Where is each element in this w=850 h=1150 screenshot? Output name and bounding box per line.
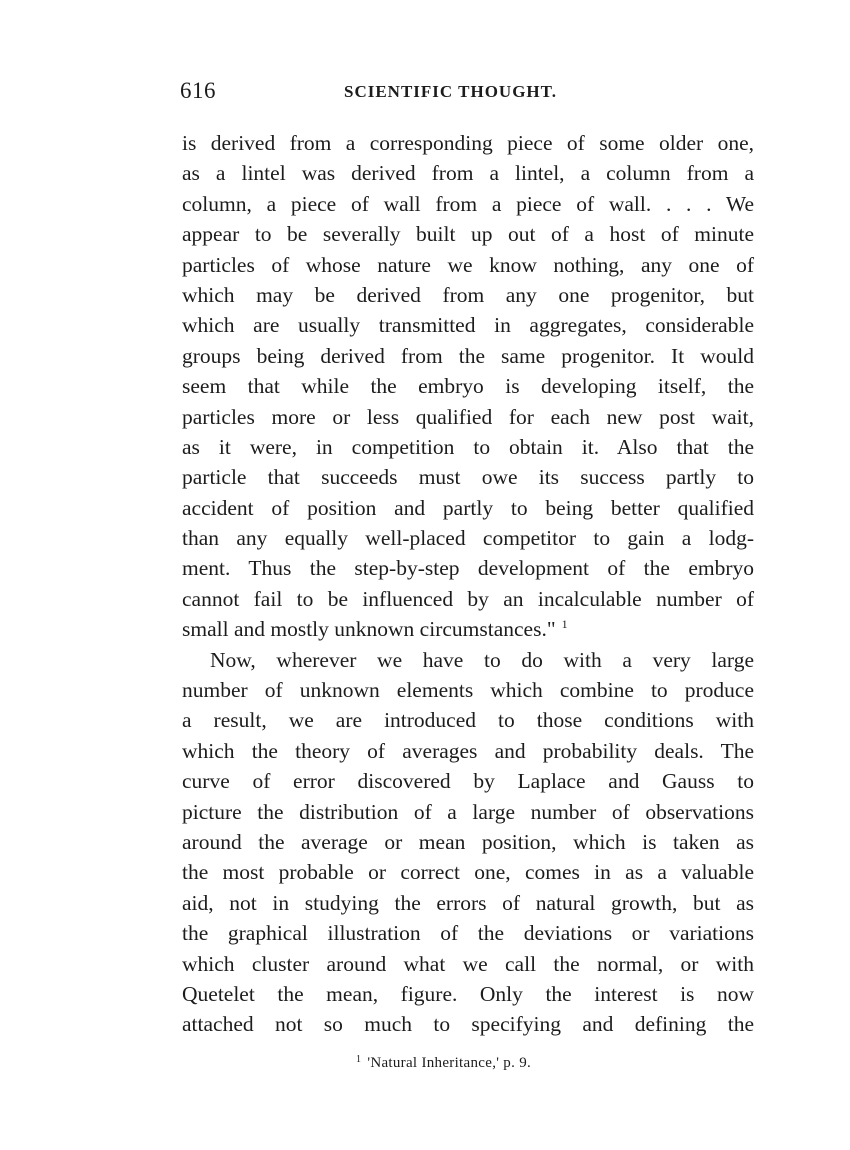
text-line: accident of position and partly to being better qualified	[182, 495, 754, 520]
text-line: small and mostly unknown circumstances." $^1$	[182, 617, 568, 642]
footnote-text: 'Natural Inheritance,' p. 9.	[367, 1055, 532, 1071]
text-line: seem that while the embryo is developing itself, the	[182, 374, 754, 399]
text-line: which are usually transmitted in aggregates, considerable	[182, 313, 754, 338]
body-text	[182, 128, 754, 1040]
paragraph-now-wherever	[182, 645, 754, 1040]
text-line: particles more or less qualified for each new post wait,	[182, 404, 754, 429]
text-line: aid, not in studying the errors of natural growth, but as	[182, 890, 754, 915]
footnote-marker: 1	[356, 1054, 362, 1065]
text-line: number of unknown elements which combine to produce	[182, 678, 754, 703]
text-line: ment. Thus the step-by-step development of the embryo	[182, 556, 754, 581]
footnote	[356, 1054, 531, 1072]
running-head: SCIENTIFIC THOUGHT.	[344, 82, 557, 101]
text-line: is derived from a corresponding piece of some older one,	[182, 131, 754, 155]
text-line: which the theory of averages and probability deals. The	[182, 738, 754, 763]
text-line: cannot fail to be influenced by an incalculable number of	[182, 586, 754, 611]
paragraph-continued	[182, 128, 754, 645]
text-line: groups being derived from the same progenitor. It would	[182, 343, 754, 368]
text-line: a result, we are introduced to those conditions with	[182, 708, 754, 733]
text-line: the most probable or correct one, comes in as a valuable	[182, 860, 754, 885]
text-line: as a lintel was derived from a lintel, a column from a	[182, 161, 754, 186]
text-line: than any equally well-placed competitor to gain a lodg-	[182, 526, 754, 551]
page-header	[180, 78, 762, 108]
text-line: appear to be severally built up out of a host of minute	[182, 222, 754, 247]
text-line: curve of error discovered by Laplace and Gauss to	[182, 769, 754, 794]
text-line: particles of whose nature we know nothing, any one of	[182, 252, 754, 277]
text-line: attached not so much to specifying and defining the	[182, 1012, 754, 1037]
text-line: around the average or mean position, which is taken as	[182, 829, 754, 854]
text-line: particle that succeeds must owe its success partly to	[182, 465, 754, 490]
text-line: which may be derived from any one progenitor, but	[182, 282, 754, 307]
text-line: Now, wherever we have to do with a very large	[210, 647, 754, 672]
text-line: which cluster around what we call the normal, or with	[182, 951, 754, 976]
text-line: column, a piece of wall from a piece of wall. . . . We	[182, 191, 754, 216]
text-line: the graphical illustration of the deviations or variations	[182, 921, 754, 946]
text-line: Quetelet the mean, figure. Only the interest is now	[182, 981, 754, 1006]
text-line: as it were, in competition to obtain it. Also that the	[182, 434, 754, 459]
footnote-reference: 1	[561, 617, 568, 632]
page-number: 616	[180, 78, 216, 103]
text-line: picture the distribution of a large number of observations	[182, 799, 754, 824]
